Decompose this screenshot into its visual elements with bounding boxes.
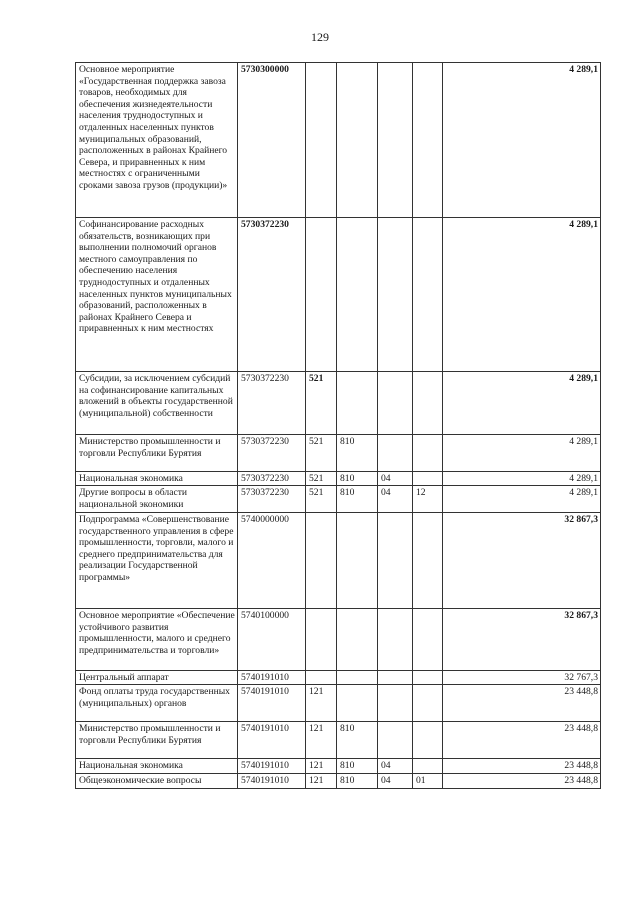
- table-row: [76, 63, 601, 218]
- row-name-cell: Софинансирование расходных обязательств, возникающих при выполнении полномочий органов местного самоуправления по обеспечению населения труднодоступных и отдаленных населенных пунктов муниципальных образований, расположенных в районах Крайнего Севера и приравненных к ним местностях: [76, 218, 238, 372]
- ministry-code: [337, 513, 378, 609]
- expense-type-code: [306, 671, 337, 685]
- budget-classification-code: 5740100000: [238, 609, 306, 671]
- row-name-cell: Министерство промышленности и торговли Республики Бурятия: [76, 435, 238, 472]
- budget-classification-code: 5740191010: [238, 774, 306, 789]
- amount-cell: 4 289,1: [443, 372, 601, 435]
- table-row: [76, 774, 601, 789]
- expense-type-code: 521: [306, 372, 337, 435]
- expense-type-code: 521: [306, 435, 337, 472]
- expense-type-code: [306, 218, 337, 372]
- ministry-code: [337, 218, 378, 372]
- budget-classification-code: 5730372230: [238, 472, 306, 486]
- table-row: [76, 435, 601, 472]
- section-code: [378, 435, 413, 472]
- amount-cell: 32 767,3: [443, 671, 601, 685]
- section-code: 04: [378, 774, 413, 789]
- budget-classification-code: 5740191010: [238, 759, 306, 774]
- budget-classification-code: 5730372230: [238, 218, 306, 372]
- table-row: [76, 218, 601, 372]
- budget-classification-code: 5740191010: [238, 671, 306, 685]
- section-code: 04: [378, 759, 413, 774]
- row-name-cell: Основное мероприятие «Обеспечение устойчивого развития промышленности, малого и среднего предпринимательства и торговли»: [76, 609, 238, 671]
- subsection-code: [413, 722, 443, 759]
- ministry-code: [337, 609, 378, 671]
- subsection-code: [413, 63, 443, 218]
- ministry-code: 810: [337, 722, 378, 759]
- subsection-code: [413, 671, 443, 685]
- expense-type-code: 121: [306, 759, 337, 774]
- budget-classification-code: 5740000000: [238, 513, 306, 609]
- budget-classification-code: 5730372230: [238, 486, 306, 513]
- section-code: [378, 671, 413, 685]
- subsection-code: [413, 435, 443, 472]
- amount-cell: 23 448,8: [443, 774, 601, 789]
- section-code: 04: [378, 472, 413, 486]
- budget-table: [75, 62, 601, 789]
- table-row: [76, 486, 601, 513]
- amount-cell: 4 289,1: [443, 435, 601, 472]
- budget-classification-code: 5730372230: [238, 435, 306, 472]
- expense-type-code: 121: [306, 722, 337, 759]
- table-row: [76, 722, 601, 759]
- ministry-code: 810: [337, 486, 378, 513]
- subsection-code: [413, 759, 443, 774]
- budget-classification-code: 5730300000: [238, 63, 306, 218]
- row-name-cell: Другие вопросы в области национальной экономики: [76, 486, 238, 513]
- ministry-code: 810: [337, 472, 378, 486]
- ministry-code: 810: [337, 774, 378, 789]
- section-code: [378, 513, 413, 609]
- table-row: [76, 513, 601, 609]
- section-code: [378, 218, 413, 372]
- amount-cell: 32 867,3: [443, 513, 601, 609]
- budget-classification-code: 5740191010: [238, 722, 306, 759]
- subsection-code: [413, 218, 443, 372]
- table-row: [76, 671, 601, 685]
- subsection-code: [413, 609, 443, 671]
- expense-type-code: 521: [306, 486, 337, 513]
- ministry-code: [337, 63, 378, 218]
- page-number: 129: [311, 30, 329, 44]
- expense-type-code: 121: [306, 774, 337, 789]
- row-name-cell: Основное мероприятие «Государственная поддержка завоза товаров, необходимых для обеспечения жизнедеятельности населения труднодоступных и отдаленных населенных пунктов муниципальных образований, расположенных в районах Крайнего Севера, и приравненных к ним местностях с ограниченными сроками завоза грузов (продукции)»: [76, 63, 238, 218]
- ministry-code: [337, 671, 378, 685]
- expense-type-code: 121: [306, 685, 337, 722]
- subsection-code: [413, 472, 443, 486]
- table-row: [76, 609, 601, 671]
- table-row: [76, 759, 601, 774]
- row-name-cell: Центральный аппарат: [76, 671, 238, 685]
- row-name-cell: Фонд оплаты труда государственных (муниципальных) органов: [76, 685, 238, 722]
- section-code: [378, 609, 413, 671]
- amount-cell: 4 289,1: [443, 63, 601, 218]
- subsection-code: [413, 685, 443, 722]
- amount-cell: 32 867,3: [443, 609, 601, 671]
- section-code: [378, 372, 413, 435]
- subsection-code: 01: [413, 774, 443, 789]
- expense-type-code: 521: [306, 472, 337, 486]
- amount-cell: 4 289,1: [443, 486, 601, 513]
- row-name-cell: Национальная экономика: [76, 472, 238, 486]
- amount-cell: 4 289,1: [443, 218, 601, 372]
- amount-cell: 23 448,8: [443, 685, 601, 722]
- table-row: [76, 372, 601, 435]
- section-code: [378, 685, 413, 722]
- expense-type-code: [306, 513, 337, 609]
- table-row: [76, 472, 601, 486]
- ministry-code: 810: [337, 759, 378, 774]
- row-name-cell: Национальная экономика: [76, 759, 238, 774]
- subsection-code: [413, 513, 443, 609]
- table-row: [76, 685, 601, 722]
- section-code: [378, 63, 413, 218]
- row-name-cell: Подпрограмма «Совершенствование государственного управления в сфере промышленности, торговли, малого и среднего предпринимательства для реализации Государственной программы»: [76, 513, 238, 609]
- ministry-code: [337, 372, 378, 435]
- expense-type-code: [306, 609, 337, 671]
- row-name-cell: Министерство промышленности и торговли Республики Бурятия: [76, 722, 238, 759]
- budget-table-body: [76, 63, 601, 789]
- subsection-code: [413, 372, 443, 435]
- row-name-cell: Общеэкономические вопросы: [76, 774, 238, 789]
- amount-cell: 4 289,1: [443, 472, 601, 486]
- ministry-code: 810: [337, 435, 378, 472]
- budget-classification-code: 5740191010: [238, 685, 306, 722]
- subsection-code: 12: [413, 486, 443, 513]
- section-code: [378, 722, 413, 759]
- amount-cell: 23 448,8: [443, 722, 601, 759]
- section-code: 04: [378, 486, 413, 513]
- row-name-cell: Субсидии, за исключением субсидий на софинансирование капитальных вложений в объекты государственной (муниципальной) собственности: [76, 372, 238, 435]
- amount-cell: 23 448,8: [443, 759, 601, 774]
- budget-classification-code: 5730372230: [238, 372, 306, 435]
- expense-type-code: [306, 63, 337, 218]
- ministry-code: [337, 685, 378, 722]
